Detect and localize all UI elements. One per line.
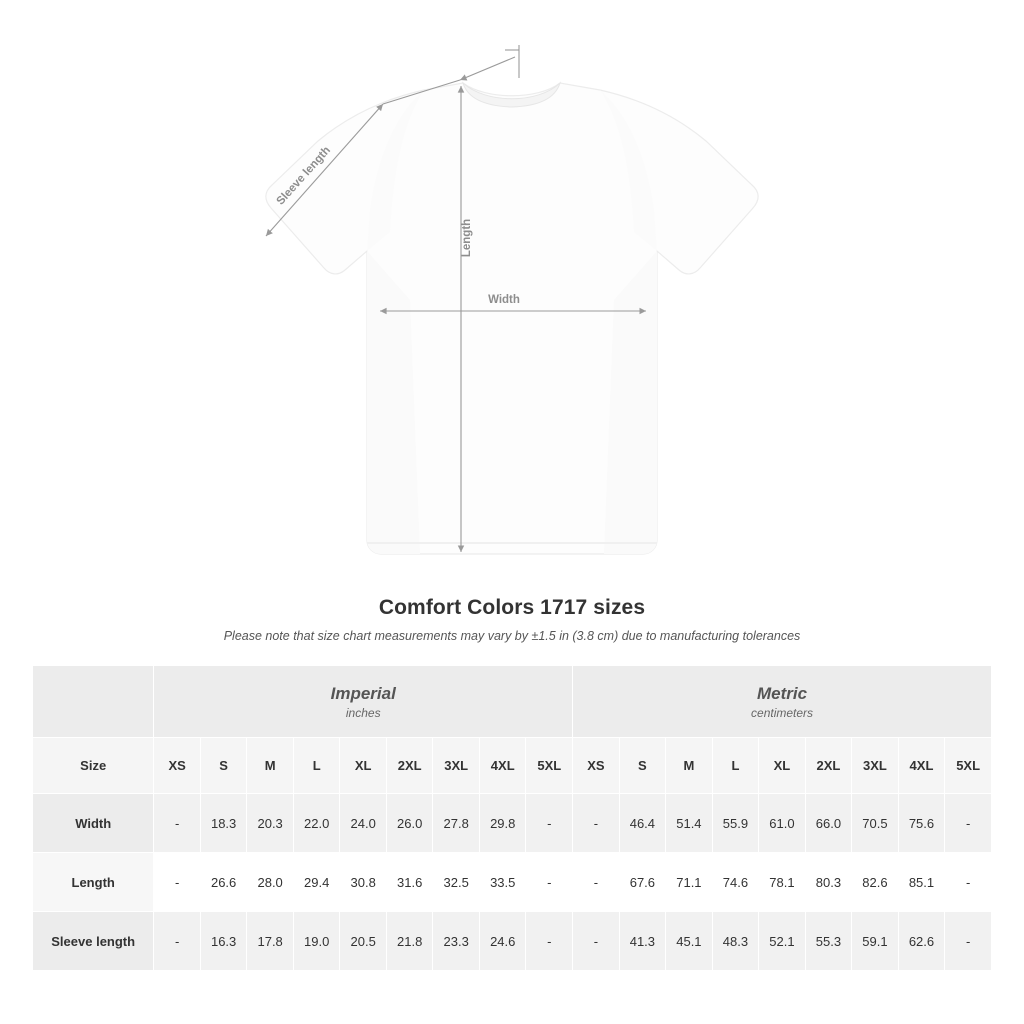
cell: 62.6 <box>898 912 945 971</box>
cell: 41.3 <box>619 912 666 971</box>
cell: 20.3 <box>247 794 294 853</box>
size-header-imperial-l: L <box>293 738 340 794</box>
unit-group-imperial-name: Imperial <box>330 683 396 703</box>
cell: 16.3 <box>200 912 247 971</box>
cell: - <box>526 912 573 971</box>
size-header-label: Size <box>33 738 154 794</box>
row-label-width: Width <box>33 794 154 853</box>
cell: 55.9 <box>712 794 759 853</box>
table-row <box>33 853 992 912</box>
cell: 74.6 <box>712 853 759 912</box>
cell: - <box>573 912 620 971</box>
size-header-metric-s: S <box>619 738 666 794</box>
title-block <box>0 596 1024 643</box>
cell: 71.1 <box>666 853 713 912</box>
cell: - <box>154 853 201 912</box>
size-header-metric-5xl: 5XL <box>945 738 992 794</box>
cell: 22.0 <box>293 794 340 853</box>
sleeve-length-label: Sleeve length <box>274 144 334 208</box>
unit-group-imperial-sub: inches <box>345 706 381 721</box>
unit-spacer <box>33 666 154 738</box>
cell: - <box>154 794 201 853</box>
cell: 29.4 <box>293 853 340 912</box>
size-header-metric-l: L <box>712 738 759 794</box>
size-table <box>32 665 992 971</box>
cell: - <box>573 794 620 853</box>
table-row <box>33 794 992 853</box>
cell: 27.8 <box>433 794 480 853</box>
size-header-imperial-s: S <box>200 738 247 794</box>
cell: 26.6 <box>200 853 247 912</box>
cell: 24.0 <box>340 794 387 853</box>
cell: - <box>945 853 992 912</box>
cell: 17.8 <box>247 912 294 971</box>
cell: 70.5 <box>852 794 899 853</box>
cell: 19.0 <box>293 912 340 971</box>
size-header-metric-xs: XS <box>573 738 620 794</box>
cell: 80.3 <box>805 853 852 912</box>
size-header-metric-3xl: 3XL <box>852 738 899 794</box>
unit-group-metric-sub: centimeters <box>751 706 814 721</box>
size-header-metric-xl: XL <box>759 738 806 794</box>
cell: 18.3 <box>200 794 247 853</box>
unit-group-row <box>33 666 992 738</box>
cell: 33.5 <box>479 853 526 912</box>
cell: - <box>154 912 201 971</box>
tolerance-note: Please note that size chart measurements may vary by ±1.5 in (3.8 cm) due to manufacturing tolerances <box>223 629 801 643</box>
cell: 51.4 <box>666 794 713 853</box>
cell: 21.8 <box>386 912 433 971</box>
size-header-metric-4xl: 4XL <box>898 738 945 794</box>
cell: 30.8 <box>340 853 387 912</box>
cell: 46.4 <box>619 794 666 853</box>
unit-group-imperial <box>154 666 573 738</box>
cell: 28.0 <box>247 853 294 912</box>
cell: 82.6 <box>852 853 899 912</box>
cell: - <box>526 853 573 912</box>
unit-group-metric-name: Metric <box>757 683 808 703</box>
row-label-sleeve-length: Sleeve length <box>33 912 154 971</box>
cell: 78.1 <box>759 853 806 912</box>
cell: 24.6 <box>479 912 526 971</box>
size-header-imperial-5xl: 5XL <box>526 738 573 794</box>
cell: 32.5 <box>433 853 480 912</box>
cell: 45.1 <box>666 912 713 971</box>
page-title: Comfort Colors 1717 sizes <box>378 596 646 619</box>
cell: 26.0 <box>386 794 433 853</box>
cell: - <box>945 912 992 971</box>
cell: - <box>526 794 573 853</box>
size-header-imperial-2xl: 2XL <box>386 738 433 794</box>
cell: 66.0 <box>805 794 852 853</box>
width-label: Width <box>488 294 520 306</box>
length-label: Length <box>461 218 473 258</box>
cell: 59.1 <box>852 912 899 971</box>
cell: 75.6 <box>898 794 945 853</box>
cell: 85.1 <box>898 853 945 912</box>
cell: 20.5 <box>340 912 387 971</box>
unit-group-metric <box>573 666 992 738</box>
size-header-imperial-xs: XS <box>154 738 201 794</box>
cell: 48.3 <box>712 912 759 971</box>
cell: - <box>945 794 992 853</box>
table-row <box>33 912 992 971</box>
cell: - <box>573 853 620 912</box>
size-header-imperial-m: M <box>247 738 294 794</box>
size-header-metric-m: M <box>666 738 713 794</box>
cell: 52.1 <box>759 912 806 971</box>
cell: 55.3 <box>805 912 852 971</box>
cell: 31.6 <box>386 853 433 912</box>
size-header-imperial-3xl: 3XL <box>433 738 480 794</box>
size-header-imperial-xl: XL <box>340 738 387 794</box>
cell: 67.6 <box>619 853 666 912</box>
size-header-row <box>33 738 992 794</box>
size-header-metric-2xl: 2XL <box>805 738 852 794</box>
size-table-wrap <box>32 665 992 971</box>
row-label-length: Length <box>33 853 154 912</box>
cell: 29.8 <box>479 794 526 853</box>
cell: 61.0 <box>759 794 806 853</box>
size-header-imperial-4xl: 4XL <box>479 738 526 794</box>
cell: 23.3 <box>433 912 480 971</box>
